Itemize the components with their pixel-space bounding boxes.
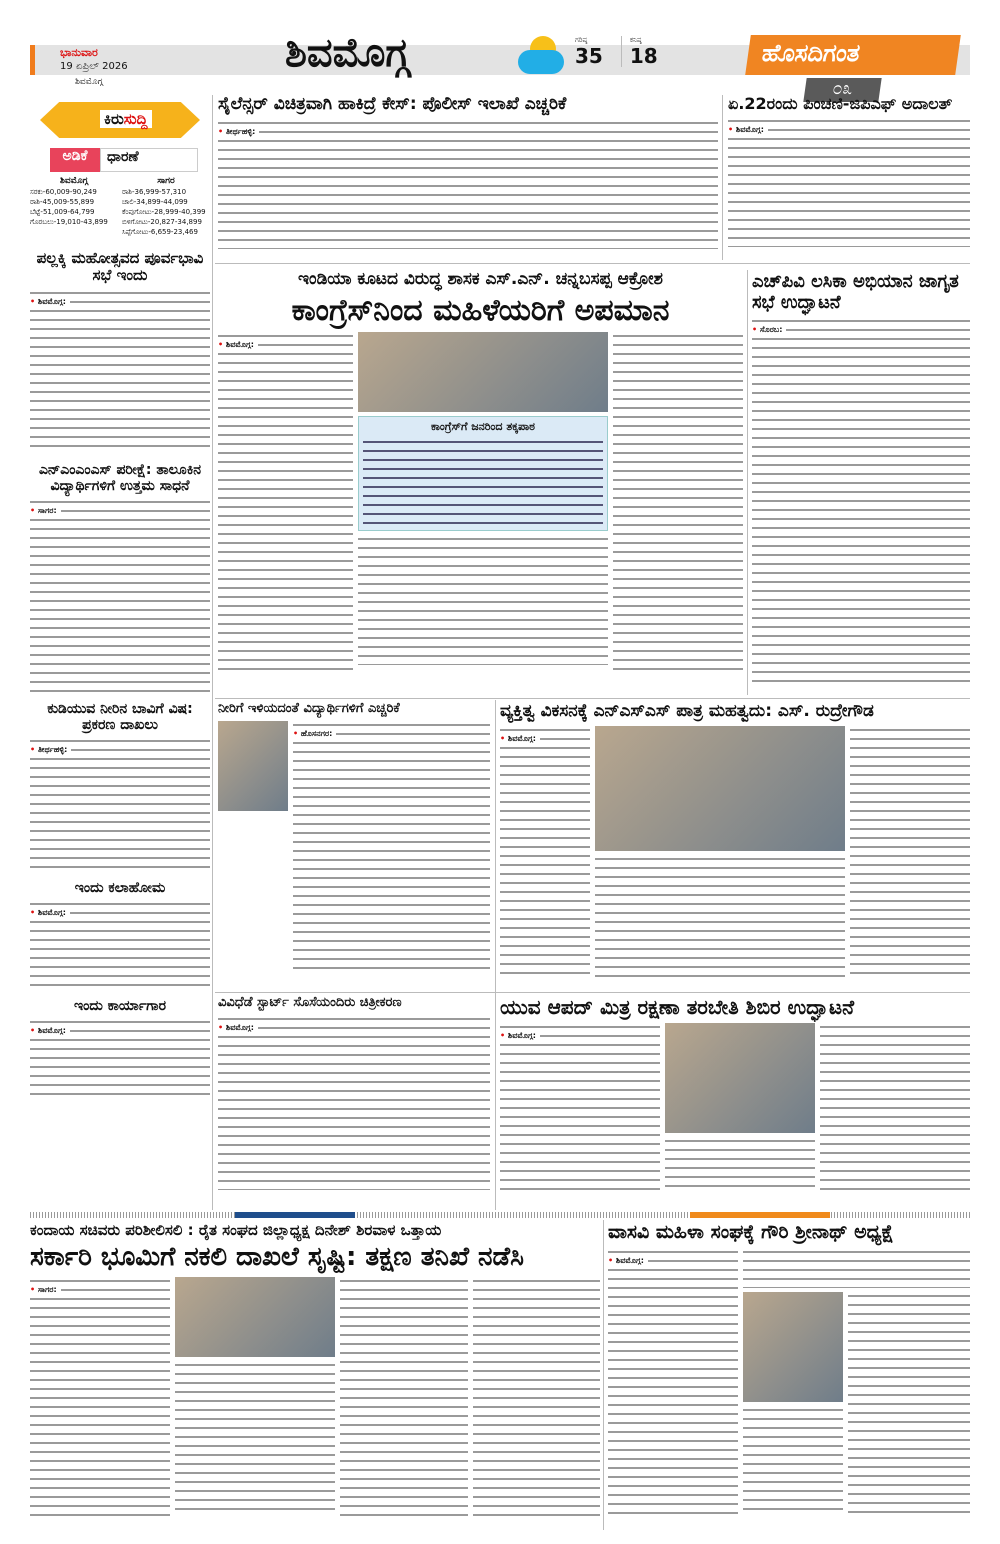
price-market-name: ಶಿವಮೊಗ್ಗ <box>60 176 88 186</box>
article-silencer: ಸೈಲೆನ್ಸರ್ ವಿಚಿತ್ರವಾಗಿ ಹಾಕಿದ್ರೆ ಕೇಸ್: ಪೊಲೀಸ್ ಇಲಾಖೆ ಎಚ್ಚರಿಕೆ • ತೀರ್ಥಹಳ್ಳಿ: <box>218 95 718 249</box>
dateline: ತೀರ್ಥಹಳ್ಳಿ: <box>225 126 256 136</box>
price-row: ಸಿಪ್ಪೆಗೋಟು-6,659-23,469 <box>122 228 198 236</box>
dateline: ಶಿವಮೊಗ್ಗ: <box>37 1026 66 1036</box>
apada-photo <box>665 1023 815 1133</box>
prices-sagar <box>122 175 210 237</box>
price-row: ರಾಶಿ-36,999-57,310 <box>122 188 187 196</box>
headline: ಏ.22ರಂದು ಪಿಂಚಣಿ-ಜಿಪಿಎಫ್ ಅದಾಲತ್ <box>728 94 953 113</box>
headline: ಇಂದು ಕಾರ್ಯಾಗಾರ <box>73 997 167 1014</box>
divider-accent-orange <box>690 1212 830 1218</box>
kiru-title <box>100 110 152 128</box>
divider-accent-blue <box>235 1212 355 1218</box>
headline: ಸೈಲೆನ್ಸರ್ ವಿಚಿತ್ರವಾಗಿ ಹಾಕಿದ್ರೆ ಕೇಸ್: ಪೊಲೀಸ್ ಇಲಾಖೆ ಎಚ್ಚರಿಕೆ <box>218 94 567 114</box>
dateline: ಸಾಗರ: <box>37 1285 57 1295</box>
left-column <box>30 250 210 1098</box>
price-row: ಬೆಟ್ಟೆ-51,009-64,799 <box>30 208 95 216</box>
headline: ಪಲ್ಲಕ್ಕಿ ಮಹೋತ್ಸವದ ಪೂರ್ವಭಾವಿ ಸಭೆ ಇಂದು <box>36 249 204 285</box>
dharane-label: ಧಾರಣೆ <box>100 148 198 172</box>
kiru-title-a: ಕಿರು <box>104 110 124 128</box>
price-row: ಚಾಲಿ-34,899-44,099 <box>122 198 188 206</box>
dateline: ಶಿವಮೊಗ್ಗ: <box>225 340 254 350</box>
article-pension: ಏ.22ರಂದು ಪಿಂಚಣಿ-ಜಿಪಿಎಫ್ ಅದಾಲತ್ • ಶಿವಮೊಗ್ಗ: <box>728 95 970 247</box>
max-label: ಗರಿಷ್ಠ <box>575 36 588 44</box>
article-main <box>218 270 743 672</box>
price-row: ಬಿಳಿಗೋಟು-20,827-34,899 <box>122 218 202 226</box>
column-divider <box>747 270 748 695</box>
land-photo <box>175 1277 335 1357</box>
price-row: ರಾಶಿ-45,009-55,899 <box>30 198 95 206</box>
row-divider <box>215 698 970 699</box>
article-vasavi: ವಾಸವಿ ಮಹಿಳಾ ಸಂಘಕ್ಕೆ ಗೌರಿ ಶ್ರೀನಾಥ್ ಅಧ್ಯಕ್ಷೆ • ಶಿವಮೊಗ್ಗ: <box>608 1222 970 1518</box>
article-homa: ಇಂದು ಕಲಾಹೋಮ • ಶಿವಮೊಗ್ಗ: <box>30 880 210 990</box>
price-row: ಸರಕು-60,009-90,249 <box>30 188 97 196</box>
dateline: ಸಾಗರ: <box>37 505 57 515</box>
temperature-readout <box>575 36 666 67</box>
article-water: ನೀರಿಗೆ ಇಳಿಯದಂತೆ ವಿದ್ಯಾರ್ಥಿಗಳಿಗೆ ಎಚ್ಚರಿಕೆ • ಹೊಸನಗರ: <box>218 702 490 976</box>
row-divider <box>215 263 970 264</box>
headline: ವಾಸವಿ ಮಹಿಳಾ ಸಂಘಕ್ಕೆ ಗೌರಿ ಶ್ರೀನಾಥ್ ಅಧ್ಯಕ್ಷೆ <box>608 1221 894 1243</box>
main-headline: ಕಾಂಗ್ರೆಸ್‌ನಿಂದ ಮಹಿಳೆಯರಿಗೆ ಅಪಮಾನ <box>291 292 670 328</box>
article-palakki: ಪಲ್ಲಕ್ಕಿ ಮಹೋತ್ಸವದ ಪೂರ್ವಭಾವಿ ಸಭೆ ಇಂದು • ಶಿವಮೊಗ್ಗ: <box>30 250 210 454</box>
column-divider <box>212 95 213 1210</box>
main-info-box <box>358 416 608 531</box>
article-hpv: ಎಚ್‌ಪಿವಿ ಲಸಿಕಾ ಅಭಿಯಾನ ಜಾಗೃತ ಸಭೆ ಉದ್ಘಾಟನೆ • ಸೊರಬ: <box>752 272 970 682</box>
article-land: ಕಂದಾಯ ಸಚಿವರು ಪರಿಶೀಲಿಸಲಿ : ರೈತ ಸಂಘದ ಜಿಲ್ಲಾಧ್ಯಕ್ಷ ದಿನೇಶ್ ಶಿರವಾಳ ಒತ್ತಾಯ ಸರ್ಕಾರಿ ಭೂಮಿಗೆ ನಕಲಿ ದಾಖಲೆ ಸೃಷ್ಟಿ: ತಕ್ಷಣ ತನಿಖೆ ನಡೆಸಿ • ಸಾಗರ: <box>30 1222 600 1517</box>
prices-shimoga <box>30 175 118 237</box>
date: 19 ಏಪ್ರಿಲ್ 2026 <box>60 61 128 72</box>
box-title: ಕಾಂಗ್ರೆಸ್‌ಗೆ ಜನರಿಂದ ತಕ್ಕಪಾಠ <box>431 420 535 434</box>
dateline: ಸೊರಬ: <box>759 325 783 335</box>
main-columns: • ಶಿವಮೊಗ್ಗ: ಕಾಂಗ್ರೆಸ್‌ಗೆ ಜನರಿಂದ ತಕ್ಕಪಾಠ <box>218 332 743 672</box>
dateline: ಶಿವಮೊಗ್ಗ: <box>225 1022 254 1032</box>
article-workshop: ಇಂದು ಕಾರ್ಯಾಗಾರ • ಶಿವಮೊಗ್ಗ: <box>30 998 210 1098</box>
article-nss: ವ್ಯಕ್ತಿತ್ವ ವಿಕಸನಕ್ಕೆ ಎನ್‌ಎಸ್‌ಎಸ್ ಪಾತ್ರ ಮಹತ್ವದು: ಎಸ್. ರುದ್ರೇಗೌಡ • ಶಿವಮೊಗ್ಗ: <box>500 702 970 981</box>
dateline: ಶಿವಮೊಗ್ಗ: <box>507 1031 536 1040</box>
vasavi-photo <box>743 1292 843 1402</box>
min-temp-group <box>621 36 666 67</box>
headline: ಯುವ ಆಪದ್ ಮಿತ್ರ ರಕ್ಷಣಾ ತರಬೇತಿ ಶಿಬಿರ ಉದ್ಘಾಟನೆ <box>500 995 855 1019</box>
article-nmms: ಎನ್‌ಎಂಎಂಎಸ್ ಪರೀಕ್ಷೆ: ತಾಲೂಕಿನ ವಿದ್ಯಾರ್ಥಿಗಳಿಗೆ ಉತ್ತಮ ಸಾಧನೆ • ಸಾಗರ: <box>30 462 210 693</box>
dateline: ಶಿವಮೊಗ್ಗ: <box>735 125 764 135</box>
price-table <box>30 175 210 237</box>
header-accent <box>30 45 35 75</box>
price-row: ಗೊರಬಲು-19,010-43,899 <box>30 218 108 226</box>
article-well: ಕುಡಿಯುವ ನೀರಿನ ಬಾವಿಗೆ ವಿಷ: ಪ್ರಕರಣ ದಾಖಲು • ತೀರ್ಥಹಳ್ಳಿ: <box>30 701 210 872</box>
min-temp: 18 <box>629 44 658 68</box>
water-photo <box>218 721 288 811</box>
cloud-icon <box>518 50 564 74</box>
masthead: ಶಿವಮೊಗ್ಗ <box>285 30 410 76</box>
adike-label: ಅಡಿಕೆ <box>50 148 100 172</box>
row-divider <box>215 992 970 993</box>
nss-photo <box>595 726 845 851</box>
brand-logo: ಹೊಸದಿಗಂತ <box>745 35 961 75</box>
page-number: ೦೩ <box>803 78 881 102</box>
price-row: ಕೆಂಪುಗೋಟು-28,999-40,399 <box>122 208 206 216</box>
kicker: ಕಂದಾಯ ಸಚಿವರು ಪರಿಶೀಲಿಸಲಿ : ರೈತ ಸಂಘದ ಜಿಲ್ಲಾಧ್ಯಕ್ಷ ದಿನೇಶ್ ಶಿರವಾಳ ಒತ್ತಾಯ <box>30 1221 442 1239</box>
max-temp: 35 <box>575 44 603 68</box>
dateline: ಶಿವಮೊಗ್ಗ: <box>615 1255 644 1265</box>
kiru-title-b: ಸುದ್ದಿ <box>123 110 148 128</box>
headline: ವಿವಿಧೆಡೆ ಸ್ಟಾರ್ಟ್ ಸೊಸೆಯಂದಿರು ಚಿತ್ರೀಕರಣ <box>218 995 402 1010</box>
headline: ಕುಡಿಯುವ ನೀರಿನ ಬಾವಿಗೆ ವಿಷ: ಪ್ರಕರಣ ದಾಖಲು <box>47 700 193 733</box>
edition-city: ಶಿವಮೊಗ್ಗ <box>75 77 103 87</box>
max-temp-group <box>575 36 611 67</box>
land-headline: ಸರ್ಕಾರಿ ಭೂಮಿಗೆ ನಕಲಿ ದಾಖಲೆ ಸೃಷ್ಟಿ: ತಕ್ಷಣ ತನಿಖೆ ನಡೆಸಿ <box>30 1242 524 1273</box>
dateline: ಶಿವಮೊಗ್ಗ: <box>37 296 66 306</box>
headline: ಇಂದು ಕಲಾಹೋಮ <box>74 879 166 896</box>
price-market-name: ಸಾಗರ <box>157 176 175 186</box>
column-divider <box>495 700 496 1210</box>
min-label: ಕನಿಷ್ಠ <box>629 36 642 44</box>
dateline: ಶಿವಮೊಗ್ಗ: <box>37 907 66 917</box>
article-apada: ಯುವ ಆಪದ್ ಮಿತ್ರ ರಕ್ಷಣಾ ತರಬೇತಿ ಶಿಬಿರ ಉದ್ಘಾಟನೆ • ಶಿವಮೊಗ್ಗ: <box>500 996 970 1193</box>
headline: ಎನ್‌ಎಂಎಂಎಸ್ ಪರೀಕ್ಷೆ: ತಾಲೂಕಿನ ವಿದ್ಯಾರ್ಥಿಗಳಿಗೆ ಉತ್ತಮ ಸಾಧನೆ <box>38 461 202 494</box>
dateline: ಶಿವಮೊಗ್ಗ: <box>507 733 536 743</box>
headline: ವ್ಯಕ್ತಿತ್ವ ವಿಕಸನಕ್ಕೆ ಎನ್‌ಎಸ್‌ಎಸ್ ಪಾತ್ರ ಮಹತ್ವದು: ಎಸ್. ರುದ್ರೇಗೌಡ <box>500 701 874 721</box>
kicker: ಇಂಡಿಯಾ ಕೂಟದ ವಿರುದ್ಧ ಶಾಸಕ ಎಸ್.ಎನ್. ಚನ್ನಬಸಪ್ಪ ಆಕ್ರೋಶ <box>298 269 663 289</box>
column-divider <box>603 1220 604 1530</box>
main-photo <box>358 332 608 412</box>
article-serial: ವಿವಿಧೆಡೆ ಸ್ಟಾರ್ಟ್ ಸೊಸೆಯಂದಿರು ಚಿತ್ರೀಕರಣ • ಶಿವಮೊಗ್ಗ: <box>218 996 490 1190</box>
dateline: ತೀರ್ಥಹಳ್ಳಿ: <box>37 744 68 754</box>
column-divider <box>722 95 723 260</box>
headline: ನೀರಿಗೆ ಇಳಿಯದಂತೆ ವಿದ್ಯಾರ್ಥಿಗಳಿಗೆ ಎಚ್ಚರಿಕೆ <box>218 701 400 716</box>
dateline: ಹೊಸನಗರ: <box>300 728 333 738</box>
day: ಭಾನುವಾರ <box>60 46 98 59</box>
headline: ಎಚ್‌ಪಿವಿ ಲಸಿಕಾ ಅಭಿಯಾನ ಜಾಗೃತ ಸಭೆ ಉದ್ಘಾಟನೆ <box>752 271 959 313</box>
